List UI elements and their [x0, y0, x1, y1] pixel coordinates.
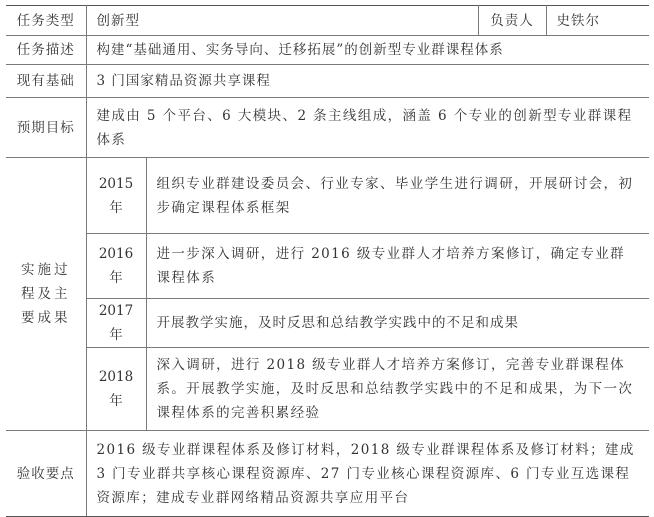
- existing-basis-value: 3 门国家精品资源共享课程: [86, 65, 649, 98]
- task-description-value: 构建“基础通用、实务导向、迁移拓展”的创新型专业群课程体系: [86, 36, 649, 65]
- row-acceptance: [6, 431, 649, 517]
- task-table: [6, 5, 649, 517]
- process-year-2018: 2018 年: [86, 348, 146, 431]
- owner-label: 负责人: [478, 6, 546, 36]
- existing-basis-label: 现有基础: [6, 65, 86, 98]
- process-text-2016: 进一步深入调研，进行 2016 级专业群人才培养方案修订，确定专业群课程体系: [146, 234, 649, 299]
- row-process-2017: [6, 299, 649, 348]
- row-process-2018: [6, 348, 649, 431]
- process-text-2015: 组织专业群建设委员会、行业专家、毕业学生进行调研，开展研讨会，初步确定课程体系框架: [146, 158, 649, 234]
- process-year-2017: 2017 年: [86, 299, 146, 348]
- task-type-value: 创新型: [86, 6, 478, 36]
- acceptance-label: 验收要点: [6, 431, 86, 517]
- process-year-2016: 2016 年: [86, 234, 146, 299]
- row-task-type: [6, 6, 649, 36]
- task-type-label: 任务类型: [6, 6, 86, 36]
- process-label: 实施过程及主要成果: [6, 158, 86, 431]
- process-text-2018: 深入调研，进行 2018 级专业群人才培养方案修订，完善专业群课程体系。开展教学实施，及时反思和总结教学实践中的不足和成果，为下一次课程体系的完善积累经验: [146, 348, 649, 431]
- process-text-2017: 开展教学实施，及时反思和总结教学实践中的不足和成果: [146, 299, 649, 348]
- acceptance-value: 2016 级专业群课程体系及修订材料，2018 级专业群课程体系及修订材料；建成 3 门专业群共享核心课程资源库、27 门专业核心课程资源库、6 门专业互选课程资源库；建成专业群网络精品资源共享应用平台: [86, 431, 649, 517]
- row-expected-goal: [6, 98, 649, 158]
- row-task-description: [6, 36, 649, 65]
- task-description-label: 任务描述: [6, 36, 86, 65]
- expected-goal-value: 建成由 5 个平台、6 大模块、2 条主线组成，涵盖 6 个专业的创新型专业群课程体系: [86, 98, 649, 158]
- row-process-2015: [6, 158, 649, 234]
- process-year-2015: 2015 年: [86, 158, 146, 234]
- row-process-2016: [6, 234, 649, 299]
- owner-value: 史铁尔: [546, 6, 649, 36]
- expected-goal-label: 预期目标: [6, 98, 86, 158]
- row-existing-basis: [6, 65, 649, 98]
